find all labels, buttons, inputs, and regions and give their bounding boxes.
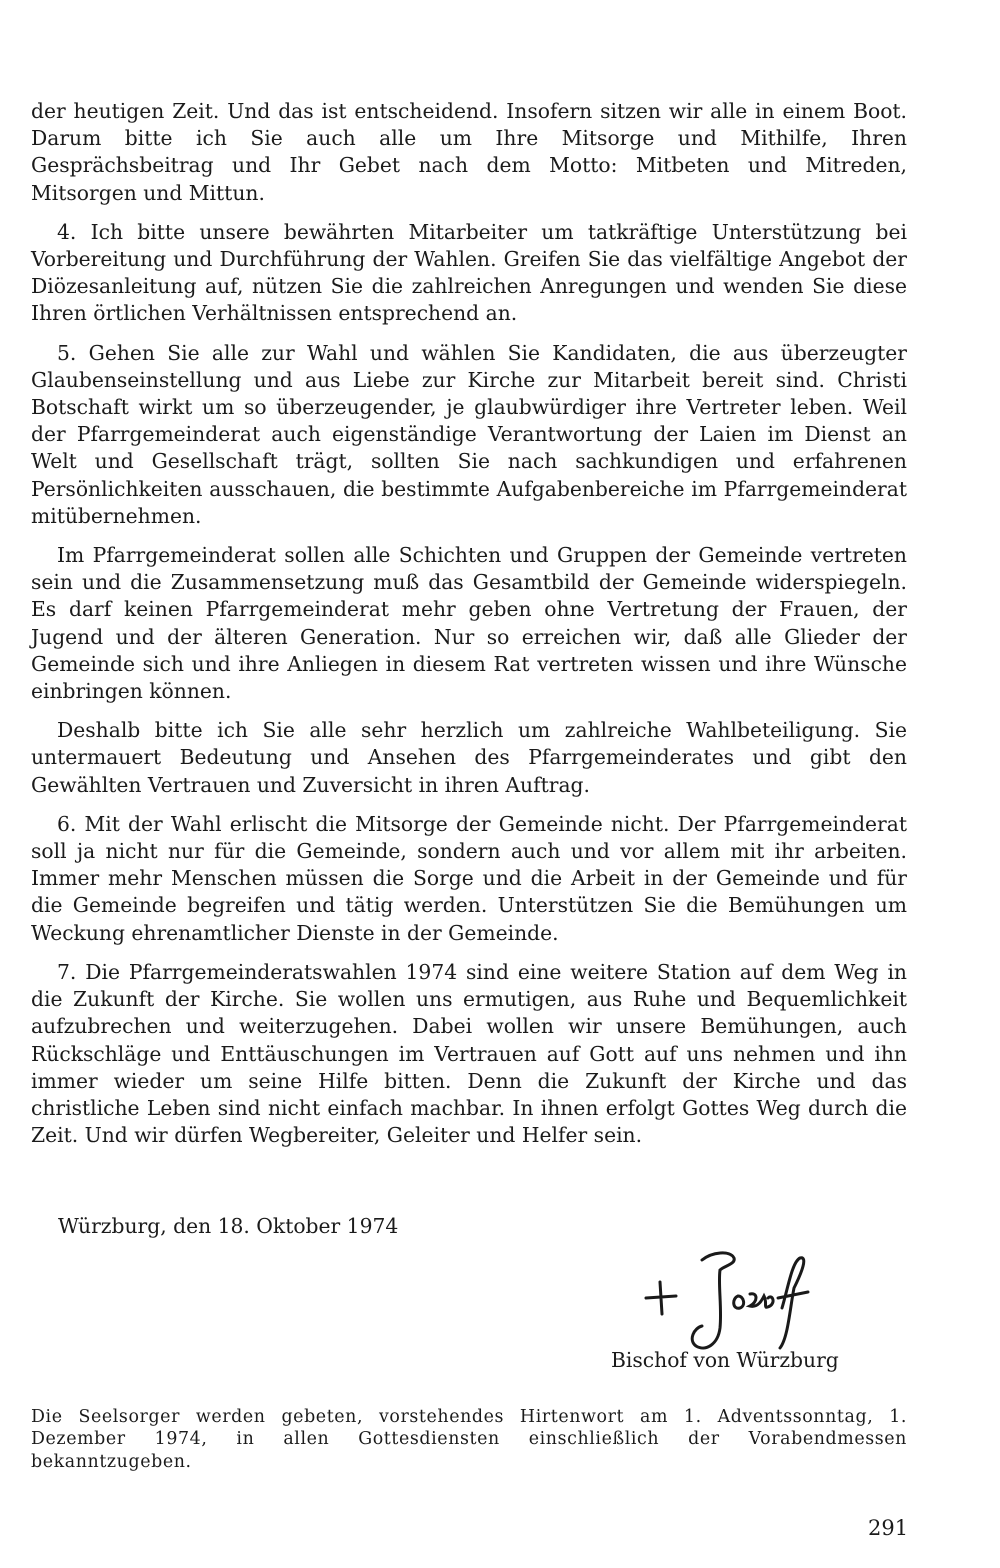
document-body: [31, 98, 907, 1161]
signature: [642, 1248, 842, 1358]
signature-letter-j: [692, 1253, 734, 1348]
signature-letters: [734, 1294, 773, 1308]
signatory-title: Bischof von Würzburg: [611, 1348, 839, 1372]
date-line: Würzburg, den 18. Oktober 1974: [58, 1214, 399, 1238]
paragraph-point-6: 6. Mit der Wahl erlischt die Mitsorge der Gemeinde nicht. Der Pfarrgemeinderat soll ja nicht nur für die Gemeinde, sondern auch und vor allem mit ihr arbeiten. Immer mehr Menschen müssen die Sorge und die Arbeit in der Gemeinde und für die Gemeinde begreifen und tätig werden. Unterstützen Sie die Bemühungen um Weckung ehrenamtlicher Dienste in der Gemeinde.: [31, 811, 907, 945]
paragraph-participation: Deshalb bitte ich Sie alle sehr herzlich um zahlreiche Wahlbeteiligung. Sie untermauert Bedeutung und Ansehen des Pfarrgemeinderates und gibt den Gewählten Vertrauen und Zuversicht in ihren Auftrag.: [31, 718, 907, 797]
page-number: 291: [868, 1516, 909, 1540]
footnote: Die Seelsorger werden gebeten, vorstehendes Hirtenwort am 1. Adventssonntag, 1. Dezember 1974, in allen Gottesdiensten einschließlich der Vorabendmessen bekanntzugeben.: [31, 1407, 907, 1472]
paragraph-point-7: 7. Die Pfarrgemeinderatswahlen 1974 sind eine weitere Station auf dem Weg in die Zukunft der Kirche. Sie wollen uns ermutigen, aus Ruhe und Bequemlichkeit aufzubrechen und weiterzugehen. Dabei wollen wir unsere Bemühungen, auch Rückschläge und Enttäuschungen im Vertrauen auf Gott auf uns nehmen und ihn immer wieder um seine Hilfe bitten. Denn die Zukunft der Kirche und das christliche Leben sind nicht einfach machbar. In ihnen erfolgt Gottes Weg durch die Zeit. Und wir dürfen Wegbereiter, Geleiter und Helfer sein.: [31, 959, 907, 1148]
signature-cross: [646, 1282, 676, 1314]
paragraph-continuation: der heutigen Zeit. Und das ist entscheidend. Insofern sitzen wir alle in einem Boot. Darum bitte ich Sie auch alle um Ihre Mitsorge und Mithilfe, Ihren Gesprächsbeitrag und Ihr Gebet nach dem Motto: Mitbeten und Mitreden, Mitsorgen und Mittun.: [31, 99, 907, 205]
paragraph-representation: Im Pfarrgemeinderat sollen alle Schichten und Gruppen der Gemeinde vertreten sein und die Zusammensetzung muß das Gesamtbild der Gemeinde widerspiegeln. Es darf keinen Pfarrgemeinderat mehr geben ohne Vertretung der Frauen, der Jugend und der älteren Generation. Nur so erreichen wir, daß alle Glieder der Gemeinde sich und ihre Anliegen in diesem Rat vertreten wissen und ihre Wünsche einbringen können.: [31, 543, 907, 704]
paragraph-point-4: 4. Ich bitte unsere bewährten Mitarbeiter um tatkräftige Unterstützung bei Vorbereitung und Durchführung der Wahlen. Greifen Sie das vielfältige Angebot der Diözesanleitung auf, nützen Sie die zahlreichen Anregungen und wenden Sie diese Ihren örtlichen Verhältnissen entsprechend an.: [31, 219, 907, 326]
paragraph-point-5: 5. Gehen Sie alle zur Wahl und wählen Sie Kandidaten, die aus überzeugter Glaubenseinstellung und aus Liebe zur Kirche zur Mitarbeit bereit sind. Christi Botschaft wirkt um so überzeugender, je glaubwürdiger ihre Vertreter leben. Weil der Pfarrgemeinderat auch eigenständige Verantwortung der Laien im Dienst an Welt und Gesellschaft trägt, sollten Sie nach sachkundigen und erfahrenen Persönlichkeiten ausschauen, die bestimmte Aufgabenbereiche im Pfarrgemeinderat mitübernehmen.: [31, 340, 907, 528]
signature-letter-f: [778, 1258, 808, 1348]
